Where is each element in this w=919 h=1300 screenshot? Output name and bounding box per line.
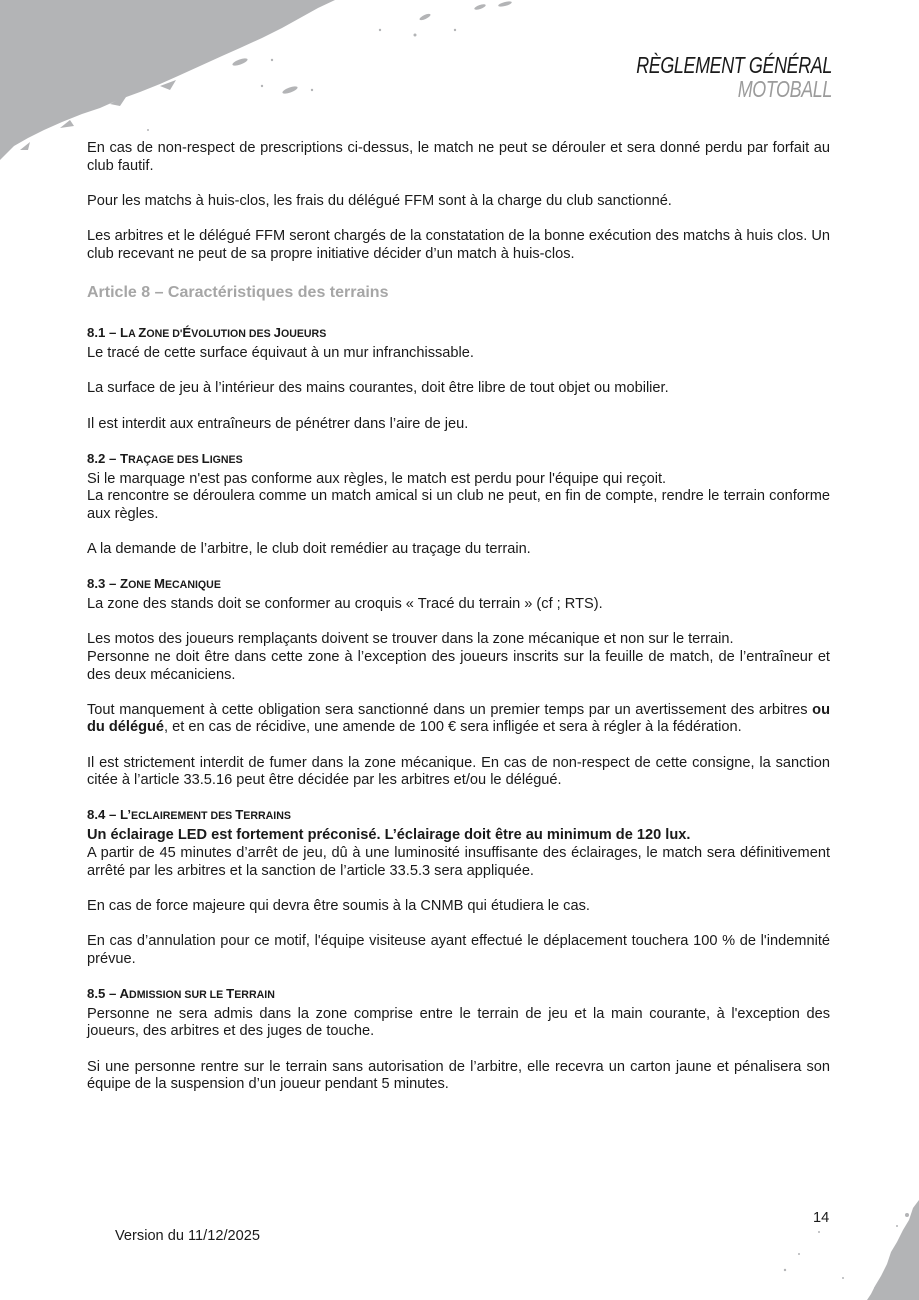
heading-part: J [273, 325, 281, 341]
bold-paragraph: Un éclairage LED est fortement préconisé. L’éclairage doit être au minimum de 120 lux. [87, 827, 691, 844]
heading-part: Z [138, 325, 147, 341]
heading-part: T [226, 985, 235, 1001]
heading-part: M [153, 576, 165, 592]
heading-part: A [128, 328, 139, 341]
section-number: 8.3 – [87, 576, 120, 592]
paragraph: Les motos des joueurs remplaçants doivent se trouver dans la zone mécanique et non sur le terrain. [87, 631, 734, 648]
header-title-main: RÈGLEMENT GÉNÉRAL [636, 52, 832, 78]
document-body [87, 140, 830, 1094]
article-title: Article 8 – Caractéristiques des terrains [87, 284, 389, 302]
heading-part: RAÇAGE DES [128, 453, 202, 466]
section-number: 8.4 – [87, 807, 120, 823]
paragraph: Les arbitres et le délégué FFM seront chargés de la constatation de la bonne exécution des matchs à huis clos. Un club recevant ne peut de sa propre initiative décider d’un match à huis-clos. [87, 227, 830, 262]
paragraph: Il est interdit aux entraîneurs de pénétrer dans l’aire de jeu. [87, 415, 469, 432]
heading-part: ECANIQUE [164, 579, 221, 592]
section-heading-8-5 [87, 986, 830, 1003]
paragraph: La rencontre se déroulera comme un match amical si un club ne peut, en fin de compte, rendre le terrain conforme aux règles. [87, 488, 830, 522]
heading-part: L [201, 450, 210, 466]
heading-part: T [120, 450, 129, 466]
heading-part: OUEURS [280, 328, 327, 341]
heading-part: T [235, 807, 244, 823]
paragraph: A partir de 45 minutes d’arrêt de jeu, dû à une luminosité insuffisante des éclairages, le match sera définitivement arrêté par les arbitres et la sanction de l’article 33.5.3 sera appliquée. [87, 845, 830, 879]
heading-part: Z [120, 576, 129, 592]
paragraph: Pour les matchs à huis-clos, les frais du délégué FFM sont à la charge du club sanctionné. [87, 192, 672, 209]
section-heading-8-1 [87, 325, 830, 342]
section-heading-8-3 [87, 576, 830, 593]
heading-part: ERRAINS [243, 810, 291, 823]
text-run: , et en cas de récidive, une amende de 100 € sera infligée et sera à régler à la fédération. [164, 719, 742, 736]
paragraph: En cas de force majeure qui devra être soumis à la CNMB qui étudiera le cas. [87, 897, 590, 914]
section-number: 8.2 – [87, 450, 120, 466]
paragraph: Il est strictement interdit de fumer dans la zone mécanique. En cas de non-respect de cette consigne, la sanction citée à l’article 33.5.16 peut être décidée par les arbitres et/ou le délégué. [87, 754, 830, 789]
heading-part: É [182, 325, 192, 341]
header-title-sub: MOTOBALL [737, 76, 832, 102]
document-header-title [581, 53, 832, 101]
heading-part: ERRAIN [234, 988, 275, 1001]
footer-version: Version du 11/12/2025 [115, 1228, 260, 1244]
decorative-splash-bottom-right [779, 1180, 919, 1300]
text-run: Tout manquement à cette obligation sera sanctionné dans un premier temps par un avertissement des arbitres [87, 701, 813, 718]
paragraph [87, 702, 830, 737]
paragraph: Personne ne sera admis dans la zone comprise entre le terrain de jeu et la main courante, à l'exception des joueurs, des arbitres et des juges de touche. [87, 1005, 830, 1040]
section-heading-8-4 [87, 807, 830, 824]
heading-part: DMISSION SUR LE [129, 988, 227, 1001]
bold-text: ou du délégué [87, 701, 830, 736]
paragraph: En cas d’annulation pour ce motif, l'équipe visiteuse ayant effectué le déplacement touchera 100 % de l'indemnité prévue. [87, 932, 830, 967]
paragraph: Personne ne doit être dans cette zone à l’exception des joueurs inscrits sur la feuille de match, de l’entraîneur et des deux mécaniciens. [87, 649, 830, 683]
heading-part: A [119, 985, 130, 1001]
heading-part: L’ [120, 807, 131, 823]
paragraph: En cas de non-respect de prescriptions ci-dessus, le match ne peut se dérouler et sera donné perdu par forfait au club fautif. [87, 140, 830, 174]
heading-part: ONE [128, 579, 154, 592]
paragraph: Si une personne rentre sur le terrain sans autorisation de l’arbitre, elle recevra un carton jaune et pénalisera son équipe de la suspension d’un joueur pendant 5 minutes. [87, 1058, 830, 1093]
section-number: 8.1 – [87, 325, 120, 341]
paragraph: Si le marquage n'est pas conforme aux règles, le match est perdu pour l'équipe qui reçoit. [87, 470, 667, 487]
heading-part: IGNES [209, 453, 243, 466]
paragraph: Le tracé de cette surface équivaut à un mur infranchissable. [87, 345, 474, 362]
paragraph: La zone des stands doit se conformer au croquis « Tracé du terrain » (cf ; RTS). [87, 596, 603, 613]
heading-part: ONE D' [146, 328, 183, 341]
paragraph: La surface de jeu à l’intérieur des mains courantes, doit être libre de tout objet ou mobilier. [87, 380, 669, 397]
heading-part: ECLAIREMENT DES [131, 810, 236, 823]
section-number: 8.5 – [87, 985, 120, 1001]
heading-part: L [120, 325, 129, 341]
page-number: 14 [813, 1210, 830, 1226]
section-heading-8-2 [87, 451, 830, 468]
paragraph: A la demande de l’arbitre, le club doit remédier au traçage du terrain. [87, 541, 531, 558]
heading-part: VOLUTION DES [191, 328, 274, 341]
